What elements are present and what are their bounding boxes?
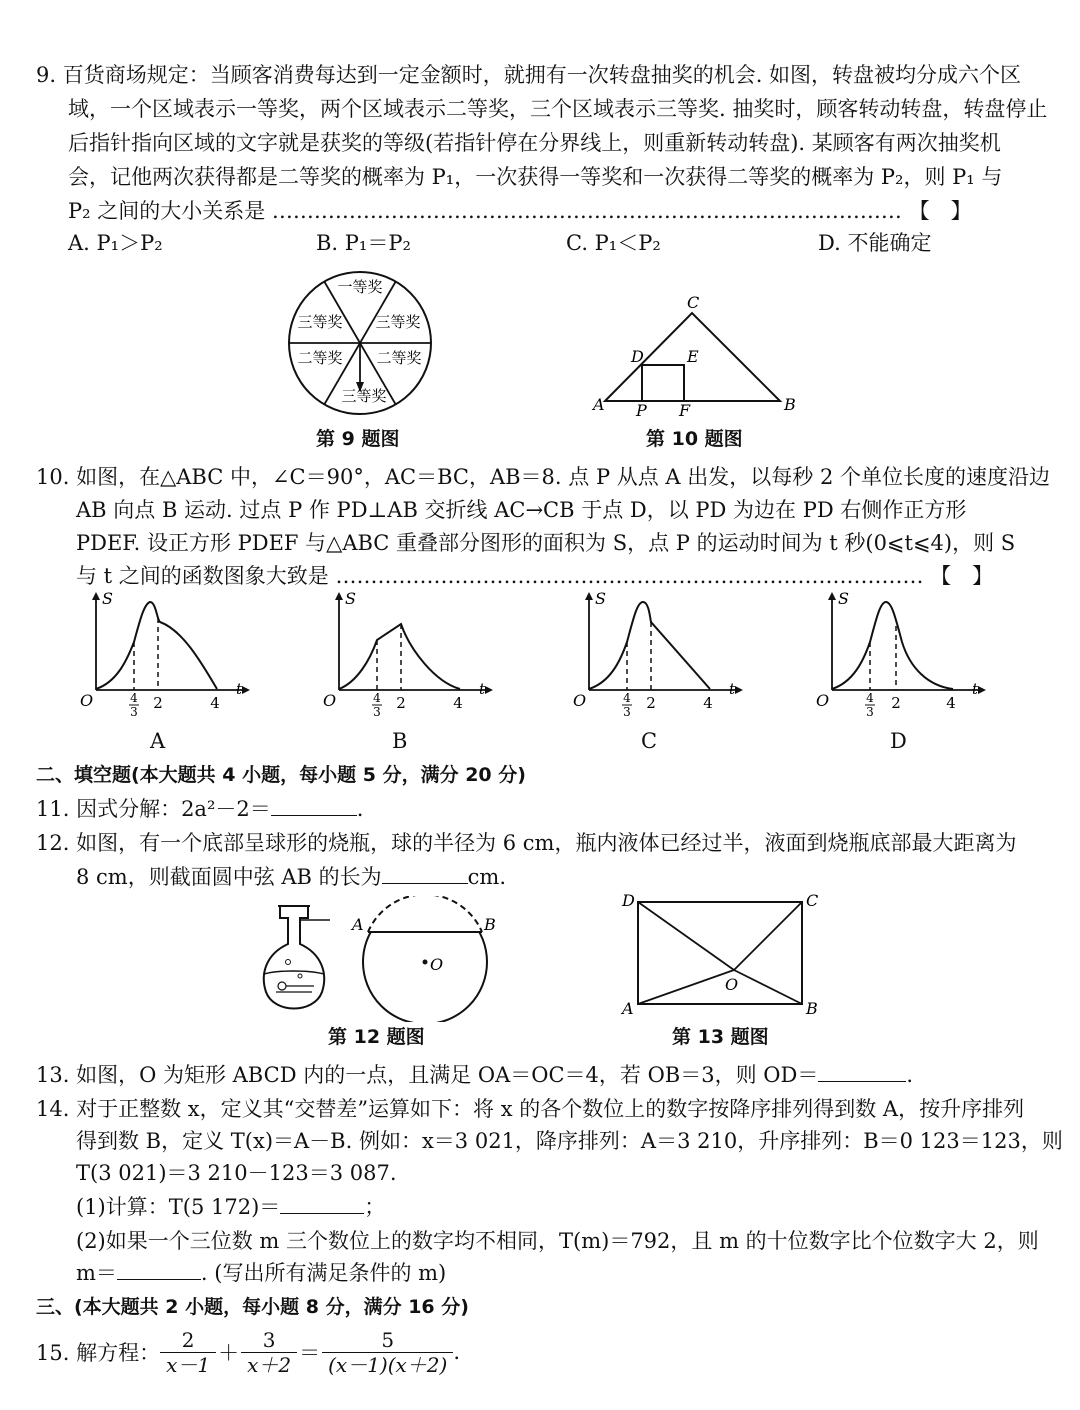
q15-fraction-3: $\frac{5}{(x-1)(x+2)}$ [322,1328,453,1377]
graph-d-tick-2: 2 [891,694,901,712]
q14-part1-text: (1)计算：T(5 172)＝ [76,1195,281,1219]
graph-option-c [565,590,745,720]
section-3-heading: 三、(本大题共 2 小题，每小题 8 分，满分 16 分) [36,1296,469,1318]
label-B: B [784,395,796,414]
label-P: P [636,401,647,420]
graph-a-label: A [150,729,166,753]
section-2-heading: 二、填空题(本大题共 4 小题，每小题 5 分，满分 20 分) [36,764,526,786]
label-F: F [679,401,691,420]
graph-b-label: B [392,729,408,753]
fig12-caption: 第 12 题图 [328,1026,425,1048]
graph-b-tick-den: 3 [373,705,381,719]
q14-part1: (1)计算：T(5 172)＝ ； [76,1195,386,1219]
spinner-figure [282,270,442,420]
q14-part2-line1: (2)如果一个三位数 m 三个数位上的数字均不相同，T(m)＝792，且 m 的十位数字比个位数字大 2，则 [76,1229,1039,1253]
fig13-label-B: B [806,999,818,1018]
q10-line2: AB 向点 B 运动. 过点 P 作 PD⊥AB 交折线 AC→CB 于点 D，以 PD 为边在 PD 右侧作正方形 [76,498,967,522]
q13-text: 13. 如图，O 为矩形 ABCD 内的一点，且满足 OA＝OC＝4，若 OB＝3，则 OD＝ [36,1063,819,1087]
spinner-sector-4: 二等奖 [297,349,343,367]
q9-option-c: C. P₁＜P₂ [566,231,661,255]
graph-c-y-label: S [595,590,606,608]
q12-answer-blank[interactable] [382,863,468,884]
fig13-label-C: C [806,891,819,910]
q9-option-a: A. P₁＞P₂ [68,231,163,255]
q11: 11. 因式分解：2a²－2＝ . [36,797,364,821]
fig13-caption: 第 13 题图 [672,1026,769,1048]
graph-c-label: C [641,729,658,753]
graph-option-b [315,590,495,720]
graph-d-y-label: S [838,590,849,608]
graph-b-tick-4: 4 [453,694,463,712]
q12-line2 [76,862,506,892]
graph-d-label: D [890,729,907,753]
graph-a-tick-num: 4 [130,691,138,705]
fig9-caption: 第 9 题图 [316,428,400,450]
q9-line3: 后指针指向区域的文字就是获奖的等级(若指针停在分界线上，则重新转动转盘). 某顾客有两次抽奖机 [68,131,1001,155]
graph-b-y-label: S [345,590,356,608]
q11-text: 11. 因式分解：2a²－2＝ [36,797,271,821]
label-E: E [687,347,699,366]
q14-part2-tail: . (写出所有满足条件的 m) [200,1261,447,1285]
q14-part2-line2 [76,1258,446,1288]
q9-line4: 会，记他两次获得都是二等奖的概率为 P₁，一次获得一等奖和一次获得二等奖的概率为 P₂，则 P₁ 与 [68,165,1003,189]
rectangle-figure [618,888,828,1018]
flask-figure [258,896,508,1022]
graph-c-origin: O [573,691,587,710]
graph-b-tick-num: 4 [373,691,381,705]
q9-option-b: B. P₁＝P₂ [316,231,411,255]
graph-a-y-label: S [102,590,113,608]
q14-part1-answer-blank[interactable] [280,1193,364,1214]
graph-c-tick-4: 4 [703,694,713,712]
graph-option-a [72,590,252,720]
graph-c-tick-num: 4 [623,691,631,705]
spinner-sector-3: 三等奖 [297,313,343,331]
graph-b-x-label: t [479,680,486,698]
graph-d-tick-4: 4 [946,694,956,712]
spinner-sector-5: 二等奖 [376,349,422,367]
q11-answer-blank[interactable] [271,795,357,816]
graph-c-tick-den: 3 [623,705,631,719]
q14-line3: T(3 021)＝3 210－123＝3 087. [76,1161,397,1185]
fig12-label-B: B [484,915,496,934]
graph-a-tick-4: 4 [210,694,220,712]
q12-line1: 12. 如图，有一个底部呈球形的烧瓶，球的半径为 6 cm，瓶内液体已经过半，液面到烧瓶底部最大距离为 [36,831,1017,855]
triangle-figure [585,288,805,423]
fig10-caption: 第 10 题图 [646,428,743,450]
q13-answer-blank[interactable] [818,1061,906,1082]
q9-line2: 域，一个区域表示一等奖，两个区域表示二等奖，三个区域表示三等奖. 抽奖时，顾客转动转盘，转盘停止 [68,97,1048,121]
q9-line5: P₂ 之间的大小关系是 ……………………………………………………………………………… 【 】 [68,199,972,223]
q12-text-b: cm. [467,865,507,889]
q14-part2-answer-blank[interactable] [117,1259,201,1280]
graph-a-tick-2: 2 [153,694,163,712]
q10-line3: PDEF. 设正方形 PDEF 与△ABC 重叠部分图形的面积为 S，点 P 的运动时间为 t 秒(0⩽t⩽4)，则 S [76,531,1016,555]
graph-a-x-label: t [236,680,243,698]
label-A: A [593,395,605,414]
graph-c-tick-2: 2 [646,694,656,712]
spinner-sector-2: 三等奖 [375,313,421,331]
q10-line1: 10. 如图，在△ABC 中，∠C＝90°，AC＝BC，AB＝8. 点 P 从点 A 出发，以每秒 2 个单位长度的速度沿边 [36,465,1050,489]
graph-c-x-label: t [729,680,736,698]
graph-a-origin: O [80,691,94,710]
fig13-label-A: A [622,999,634,1018]
graph-a-tick-den: 3 [130,705,138,719]
q15: 15. 解方程： $\frac{2}{x-1}$ ＋ $\frac{3}{x+2}$ ＝ $\frac{5}{(x-1)(x+2)}$ . [36,1327,461,1377]
q14-line1: 14. 对于正整数 x，定义其“交替差”运算如下：将 x 的各个数位上的数字按降序排列得到数 A，按升序排列 [36,1097,1025,1121]
label-D: D [631,347,644,366]
graph-b-origin: O [323,691,337,710]
fig12-label-O: O [430,955,444,974]
graph-d-tick-den: 3 [866,705,874,719]
q12-text-a: 8 cm，则截面圆中弦 AB 的长为 [76,865,382,889]
label-C: C [687,293,700,312]
q13: 13. 如图，O 为矩形 ABCD 内的一点，且满足 OA＝OC＝4，若 OB＝3，则 OD＝ . [36,1063,914,1087]
q10-line4: 与 t 之间的函数图象大致是 ………………………………………………………………………… 【 】 [76,564,994,588]
fig13-label-O: O [725,975,739,994]
q14-part2-m: m＝ [76,1261,117,1285]
graph-b-tick-2: 2 [396,694,406,712]
q9-option-d: D. 不能确定 [818,231,932,255]
spinner-sector-6: 三等奖 [341,387,387,405]
q15-prefix: 15. 解方程： [36,1341,161,1365]
fig13-label-D: D [622,891,635,910]
spinner-sector-1: 一等奖 [337,278,383,296]
q14-line2: 得到数 B，定义 T(x)＝A－B. 例如：x＝3 021，降序排列：A＝3 210，升序排列：B＝0 123＝123，则 [76,1129,1063,1153]
q9-line1: 9. 百货商场规定：当顾客消费每达到一定金额时，就拥有一次转盘抽奖的机会. 如图，转盘被均分成六个区 [36,63,1022,87]
q15-fraction-1: $\frac{2}{x-1}$ [160,1328,216,1377]
graph-d-origin: O [816,691,830,710]
fig12-label-A: A [352,915,364,934]
graph-d-x-label: t [972,680,979,698]
graph-option-d [808,590,988,720]
q15-fraction-2: $\frac{3}{x+2}$ [241,1328,297,1377]
graph-d-tick-num: 4 [866,691,874,705]
